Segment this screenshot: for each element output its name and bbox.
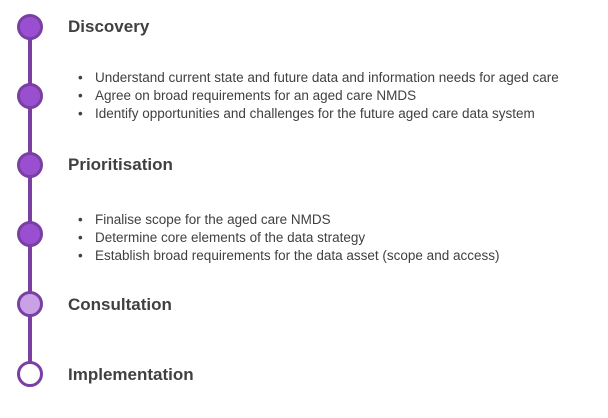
list-item: • Establish broad requirements for the data asset (scope and access) xyxy=(78,247,499,265)
node-discovery-details xyxy=(17,83,43,109)
stage-title-prioritisation: Prioritisation xyxy=(68,155,173,174)
node-prioritisation-details xyxy=(17,221,43,247)
node-consultation xyxy=(17,291,43,317)
list-item: • Identify opportunities and challenges for the future aged care data system xyxy=(78,105,559,123)
node-discovery xyxy=(17,14,43,40)
stage-title-consultation: Consultation xyxy=(68,295,172,314)
prioritisation-bullet-list xyxy=(78,211,499,265)
timeline-line xyxy=(28,27,32,375)
stage-title-implementation: Implementation xyxy=(68,365,194,384)
list-item: • Determine core elements of the data strategy xyxy=(78,229,499,247)
list-item: • Finalise scope for the aged care NMDS xyxy=(78,211,499,229)
node-implementation xyxy=(17,361,43,387)
node-prioritisation xyxy=(17,152,43,178)
stage-title-discovery: Discovery xyxy=(68,17,150,36)
discovery-bullet-list xyxy=(78,69,559,123)
list-item: • Agree on broad requirements for an aged care NMDS xyxy=(78,87,559,105)
list-item: • Understand current state and future data and information needs for aged care xyxy=(78,69,559,87)
